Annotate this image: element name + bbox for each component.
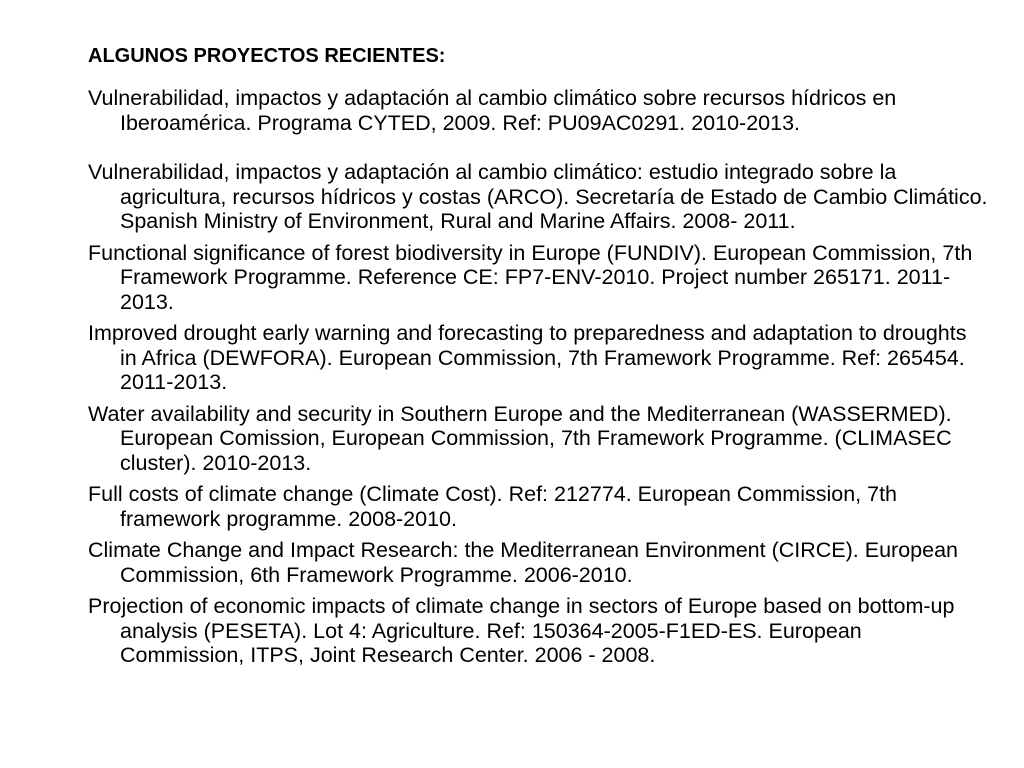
project-item-peseta: Projection of economic impacts of climate change in sectors of Europe based on bottom-up analysis (PESETA). Lot 4: Agriculture. Ref: 150364-2005-F1ED-ES. European Commission, ITPS, Joint Research Center. 2006 - 2008. <box>88 594 955 667</box>
project-item-cyted: Vulnerabilidad, impactos y adaptación al cambio climático sobre recursos hídricos en Iberoamérica. Programa CYTED, 2009. Ref: PU09AC0291. 2010-2013. <box>88 86 897 135</box>
project-item-fundiv: Functional significance of forest biodiversity in Europe (FUNDIV). European Commission, 7th Framework Programme. Reference CE: FP7-ENV-2010. Project number 265171. 2011-2013. <box>88 240 973 314</box>
project-item-climate-cost: Full costs of climate change (Climate Cost). Ref: 212774. European Commission, 7th framework programme. 2008-2010. <box>88 482 898 531</box>
slide-content <box>88 44 988 675</box>
section-heading: ALGUNOS PROYECTOS RECIENTES: <box>88 45 446 67</box>
project-item-circe: Climate Change and Impact Research: the Mediterranean Environment (CIRCE). European Commission, 6th Framework Programme. 2006-2010. <box>88 538 958 587</box>
project-item-dewfora: Improved drought early warning and forecasting to preparedness and adaptation to droughts in Africa (DEWFORA). European Commission, 7th Framework Programme. Ref: 265454. 2011-2013. <box>88 321 967 394</box>
project-item-arco: Vulnerabilidad, impactos y adaptación al cambio climático: estudio integrado sobre la agricultura, recursos hídricos y costas (ARCO). Secretaría de Estado de Cambio Climático. Spanish Ministry of Environment, Rural and Marine Affairs. 2008- 2011. <box>88 160 988 233</box>
project-item-wassermed: Water availability and security in Southern Europe and the Mediterranean (WASSERMED). European Comission, European Commission, 7th Framework Programme. (CLIMASEC cluster). 2010-2013. <box>88 401 952 475</box>
